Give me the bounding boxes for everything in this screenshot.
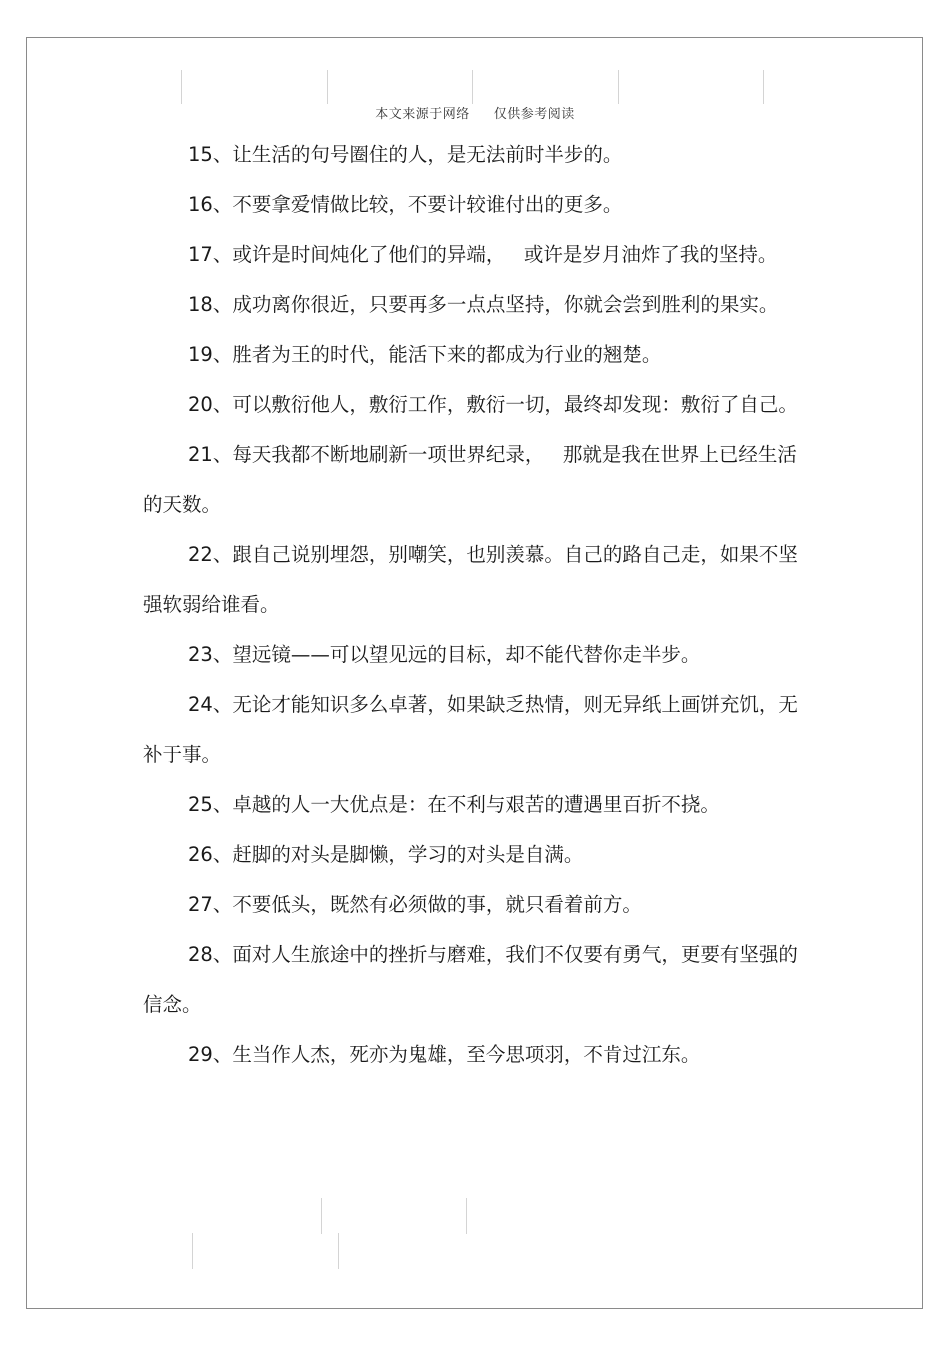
paragraph: 26、赶脚的对头是脚懒，学习的对头是自满。 [188,843,584,866]
paragraph: 29、生当作人杰，死亦为鬼雄，至今思项羽，不肯过江东。 [188,1043,701,1066]
header-divider [763,70,764,104]
header-divider [472,70,473,104]
paragraph: 28、面对人生旅途中的挫折与磨难，我们不仅要有勇气，更要有坚强的信念。 [143,943,798,1016]
document-body [143,130,803,1080]
paragraph: 17、或许是时间炖化了他们的异端， 或许是岁月油炸了我的坚持。 [188,243,778,266]
paragraph: 21、每天我都不断地刷新一项世界纪录， 那就是我在世界上已经生活的天数。 [143,443,797,516]
header-divider [181,70,182,104]
paragraph: 27、不要低头，既然有必须做的事，就只看着前方。 [188,893,642,916]
paragraph: 19、胜者为王的时代，能活下来的都成为行业的翘楚。 [188,343,662,366]
paragraph: 20、可以敷衍他人，敷衍工作，敷衍一切，最终却发现：敷衍了自己。 [188,393,798,416]
footer-divider [338,1233,339,1269]
header-divider [618,70,619,104]
paragraph: 22、跟自己说别埋怨，别嘲笑，也别羡慕。自己的路自己走，如果不坚强软弱给谁看。 [143,543,798,616]
header-source-text: 本文来源于网络 [375,107,470,122]
footer-divider [321,1198,322,1234]
header-note [0,103,950,122]
footer-divider [466,1198,467,1234]
footer-divider [192,1233,193,1269]
paragraph: 16、不要拿爱情做比较，不要计较谁付出的更多。 [188,193,623,216]
paragraph: 18、成功离你很近，只要再多一点点坚持，你就会尝到胜利的果实。 [188,293,779,316]
header-divider [327,70,328,104]
paragraph: 24、无论才能知识多么卓著，如果缺乏热情，则无异纸上画饼充饥，无补于事。 [143,693,798,766]
paragraph: 23、望远镜——可以望见远的目标，却不能代替你走半步。 [188,643,701,666]
paragraph: 25、卓越的人一大优点是：在不利与艰苦的遭遇里百折不挠。 [188,793,720,816]
header-reference-text: 仅供参考阅读 [493,107,575,122]
paragraph: 15、让生活的句号圈住的人，是无法前时半步的。 [188,143,623,166]
